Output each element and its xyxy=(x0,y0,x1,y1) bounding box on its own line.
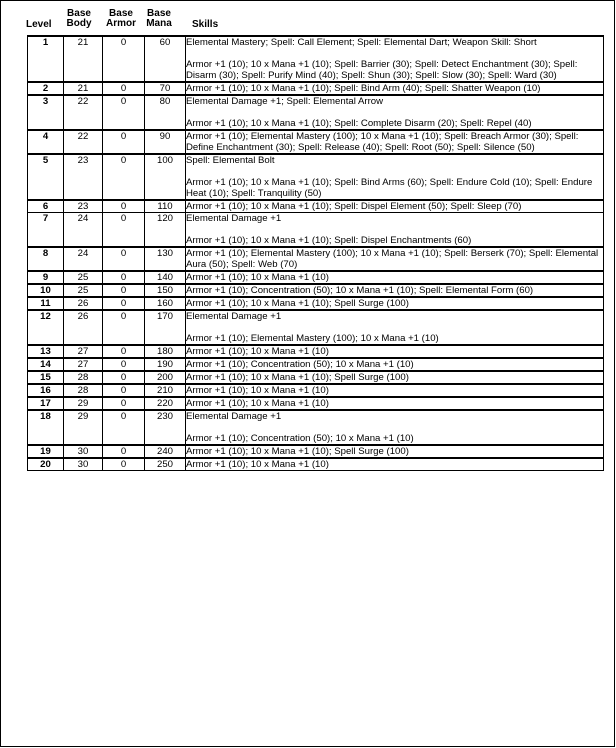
skills-cell xyxy=(186,213,604,248)
base-body-value: 28 xyxy=(64,384,103,397)
base-armor-value: 0 xyxy=(103,384,145,397)
skills-cell xyxy=(186,95,604,130)
base-mana-value: 160 xyxy=(145,297,186,310)
base-armor-value: 0 xyxy=(103,95,145,130)
level-number: 19 xyxy=(28,445,64,458)
base-armor-value: 0 xyxy=(103,130,145,154)
level-number: 20 xyxy=(28,458,64,471)
base-body-value: 27 xyxy=(64,345,103,358)
level-number: 1 xyxy=(28,36,64,82)
base-mana-value: 140 xyxy=(145,271,186,284)
base-body-value: 24 xyxy=(64,213,103,248)
base-body-value: 26 xyxy=(64,297,103,310)
base-body-value: 28 xyxy=(64,371,103,384)
level-number: 5 xyxy=(28,154,64,200)
base-armor-value: 0 xyxy=(103,271,145,284)
base-body-value: 23 xyxy=(64,154,103,200)
skills-text: Elemental Damage +1 xyxy=(186,213,282,224)
header-base-body xyxy=(63,9,95,29)
base-armor-value: 0 xyxy=(103,200,145,213)
skills-cell xyxy=(186,384,604,397)
header-base-mana-line1: Base xyxy=(147,8,171,19)
skills-cell xyxy=(186,36,604,82)
skills-cell xyxy=(186,82,604,95)
base-body-value: 21 xyxy=(64,36,103,82)
base-armor-value: 0 xyxy=(103,247,145,271)
level-number: 17 xyxy=(28,397,64,410)
level-number: 4 xyxy=(28,130,64,154)
skills-cell xyxy=(186,397,604,410)
skills-text: Armor +1 (10); Elemental Mastery (100); 10 x Mana +1 (10); Spell: Breach Armor (30); Spell: Define Enchantment (30); Spell: Release (40); Spell: Root (50); Spell: Silence (50) xyxy=(186,131,579,153)
skills-cell xyxy=(186,247,604,271)
skills-cell xyxy=(186,358,604,371)
skills-cell xyxy=(186,154,604,200)
base-armor-value: 0 xyxy=(103,345,145,358)
skills-cell xyxy=(186,200,604,213)
base-mana-value: 60 xyxy=(145,36,186,82)
base-armor-value: 0 xyxy=(103,36,145,82)
skills-cell xyxy=(186,284,604,297)
base-armor-value: 0 xyxy=(103,297,145,310)
skills-text: Armor +1 (10); Elemental Mastery (100); 10 x Mana +1 (10); Spell: Berserk (70); Spell: Elemental Aura (50); Spell: Web (70) xyxy=(186,248,599,270)
header-level: Level xyxy=(26,19,52,30)
level-row xyxy=(28,200,604,213)
header-base-body-line1: Base xyxy=(67,8,91,19)
level-row xyxy=(28,345,604,358)
skills-text-secondary: Armor +1 (10); 10 x Mana +1 (10); Spell: Barrier (30); Spell: Detect Enchantment (30); Spell: Disarm (30); Spell: Purify Mind (40); Spell: Shun (30); Spell: Slow (30); Spell: Ward (30) xyxy=(186,59,578,81)
skills-cell xyxy=(186,297,604,310)
base-mana-value: 150 xyxy=(145,284,186,297)
level-table-body xyxy=(28,36,604,471)
level-row xyxy=(28,384,604,397)
level-row xyxy=(28,397,604,410)
skills-text-secondary: Armor +1 (10); Concentration (50); 10 x Mana +1 (10) xyxy=(186,433,414,444)
level-number: 16 xyxy=(28,384,64,397)
base-body-value: 30 xyxy=(64,458,103,471)
base-body-value: 24 xyxy=(64,247,103,271)
skills-text: Armor +1 (10); 10 x Mana +1 (10); Spell Surge (100) xyxy=(186,372,409,383)
base-armor-value: 0 xyxy=(103,358,145,371)
base-body-value: 25 xyxy=(64,284,103,297)
skills-cell xyxy=(186,271,604,284)
base-mana-value: 90 xyxy=(145,130,186,154)
level-number: 12 xyxy=(28,310,64,345)
skills-text: Armor +1 (10); 10 x Mana +1 (10); Spell Surge (100) xyxy=(186,298,409,309)
header-base-armor xyxy=(101,9,141,29)
level-number: 6 xyxy=(28,200,64,213)
level-row xyxy=(28,458,604,471)
base-armor-value: 0 xyxy=(103,445,145,458)
level-row xyxy=(28,130,604,154)
base-mana-value: 100 xyxy=(145,154,186,200)
base-mana-value: 240 xyxy=(145,445,186,458)
level-row xyxy=(28,95,604,130)
base-mana-value: 110 xyxy=(145,200,186,213)
skills-text: Armor +1 (10); Concentration (50); 10 x Mana +1 (10); Spell: Elemental Form (60) xyxy=(186,285,534,296)
level-row xyxy=(28,82,604,95)
level-row xyxy=(28,247,604,271)
skills-cell xyxy=(186,345,604,358)
level-row xyxy=(28,445,604,458)
base-armor-value: 0 xyxy=(103,458,145,471)
skills-cell xyxy=(186,371,604,384)
skills-text-secondary: Armor +1 (10); Elemental Mastery (100); 10 x Mana +1 (10) xyxy=(186,333,439,344)
level-number: 7 xyxy=(28,213,64,248)
base-armor-value: 0 xyxy=(103,371,145,384)
level-row xyxy=(28,371,604,384)
base-body-value: 27 xyxy=(64,358,103,371)
skills-cell xyxy=(186,130,604,154)
base-armor-value: 0 xyxy=(103,397,145,410)
level-row xyxy=(28,36,604,82)
skills-text: Spell: Elemental Bolt xyxy=(186,155,275,166)
level-table xyxy=(27,35,604,471)
skills-text-secondary: Armor +1 (10); 10 x Mana +1 (10); Spell: Bind Arms (60); Spell: Endure Cold (10); Spell: Endure Heat (10); Spell: Tranquility (50) xyxy=(186,177,593,199)
base-armor-value: 0 xyxy=(103,82,145,95)
base-body-value: 29 xyxy=(64,410,103,445)
header-skills: Skills xyxy=(192,19,219,30)
level-row xyxy=(28,284,604,297)
skills-text: Armor +1 (10); 10 x Mana +1 (10) xyxy=(186,459,329,470)
header-base-armor-line1: Base xyxy=(109,8,133,19)
skills-text: Armor +1 (10); 10 x Mana +1 (10) xyxy=(186,346,329,357)
level-number: 10 xyxy=(28,284,64,297)
header-base-body-line2: Body xyxy=(66,18,92,29)
level-row xyxy=(28,358,604,371)
base-mana-value: 230 xyxy=(145,410,186,445)
base-mana-value: 130 xyxy=(145,247,186,271)
level-row xyxy=(28,271,604,284)
level-number: 9 xyxy=(28,271,64,284)
skills-text: Armor +1 (10); 10 x Mana +1 (10); Spell: Dispel Element (50); Spell: Sleep (70) xyxy=(186,201,522,212)
skills-text: Armor +1 (10); 10 x Mana +1 (10) xyxy=(186,398,329,409)
skills-text: Armor +1 (10); 10 x Mana +1 (10); Spell Surge (100) xyxy=(186,446,409,457)
level-number: 3 xyxy=(28,95,64,130)
level-number: 2 xyxy=(28,82,64,95)
skills-text: Armor +1 (10); Concentration (50); 10 x Mana +1 (10) xyxy=(186,359,414,370)
base-mana-value: 200 xyxy=(145,371,186,384)
base-armor-value: 0 xyxy=(103,213,145,248)
base-body-value: 30 xyxy=(64,445,103,458)
header-base-mana xyxy=(141,9,177,29)
level-row xyxy=(28,213,604,248)
skills-cell xyxy=(186,410,604,445)
base-mana-value: 210 xyxy=(145,384,186,397)
base-mana-value: 170 xyxy=(145,310,186,345)
level-row xyxy=(28,297,604,310)
skills-text-secondary: Armor +1 (10); 10 x Mana +1 (10); Spell: Dispel Enchantments (60) xyxy=(186,235,472,246)
skills-cell xyxy=(186,310,604,345)
base-body-value: 22 xyxy=(64,95,103,130)
skills-text: Elemental Damage +1; Spell: Elemental Arrow xyxy=(186,96,384,107)
level-number: 15 xyxy=(28,371,64,384)
base-armor-value: 0 xyxy=(103,154,145,200)
base-armor-value: 0 xyxy=(103,410,145,445)
skills-cell xyxy=(186,458,604,471)
base-body-value: 26 xyxy=(64,310,103,345)
base-mana-value: 220 xyxy=(145,397,186,410)
base-mana-value: 250 xyxy=(145,458,186,471)
level-number: 11 xyxy=(28,297,64,310)
skills-cell xyxy=(186,445,604,458)
base-body-value: 29 xyxy=(64,397,103,410)
level-row xyxy=(28,410,604,445)
base-armor-value: 0 xyxy=(103,284,145,297)
base-body-value: 23 xyxy=(64,200,103,213)
base-body-value: 22 xyxy=(64,130,103,154)
skills-text: Armor +1 (10); 10 x Mana +1 (10) xyxy=(186,272,329,283)
level-number: 13 xyxy=(28,345,64,358)
level-row xyxy=(28,154,604,200)
skills-text: Armor +1 (10); 10 x Mana +1 (10); Spell: Bind Arm (40); Spell: Shatter Weapon (10) xyxy=(186,83,541,94)
base-body-value: 21 xyxy=(64,82,103,95)
base-mana-value: 80 xyxy=(145,95,186,130)
base-mana-value: 120 xyxy=(145,213,186,248)
level-number: 18 xyxy=(28,410,64,445)
level-number: 8 xyxy=(28,247,64,271)
level-row xyxy=(28,310,604,345)
base-mana-value: 70 xyxy=(145,82,186,95)
base-armor-value: 0 xyxy=(103,310,145,345)
base-mana-value: 180 xyxy=(145,345,186,358)
skills-text: Elemental Damage +1 xyxy=(186,311,282,322)
header-base-mana-line2: Mana xyxy=(146,18,172,29)
base-mana-value: 190 xyxy=(145,358,186,371)
skills-text-secondary: Armor +1 (10); 10 x Mana +1 (10); Spell: Complete Disarm (20); Spell: Repel (40) xyxy=(186,118,532,129)
skills-text: Armor +1 (10); 10 x Mana +1 (10) xyxy=(186,385,329,396)
level-number: 14 xyxy=(28,358,64,371)
skills-text: Elemental Damage +1 xyxy=(186,411,282,422)
base-body-value: 25 xyxy=(64,271,103,284)
header-base-armor-line2: Armor xyxy=(105,18,136,29)
skills-text: Elemental Mastery; Spell: Call Element; Spell: Elemental Dart; Weapon Skill: Short xyxy=(186,37,537,48)
